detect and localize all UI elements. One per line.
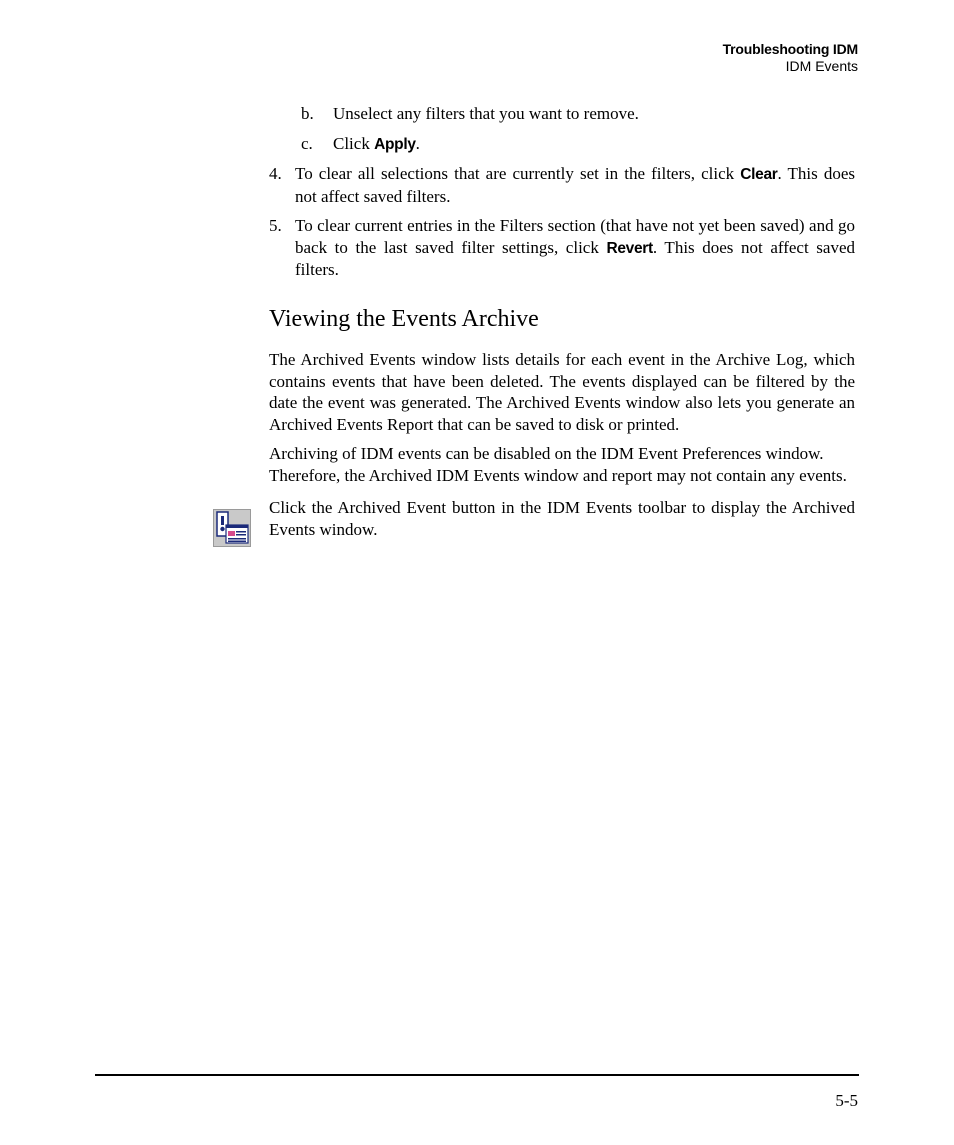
step-4-pre: To clear all selections that are currently set in the filters, click — [295, 164, 741, 183]
step-b-label: b. — [301, 104, 314, 123]
section-heading: Viewing the Events Archive — [269, 306, 539, 332]
clear-term: Clear — [740, 166, 778, 183]
step-b-text: Unselect any filters that you want to remove. — [333, 104, 639, 123]
footer-rule — [95, 1074, 859, 1076]
step-5-pre: To clear current entries in the Filters section (that have not yet been saved) and go back to the last saved filter settings, click — [295, 216, 855, 257]
revert-term: Revert — [606, 239, 653, 257]
running-header-title: Troubleshooting IDM — [722, 41, 858, 57]
step-4-text — [295, 163, 855, 207]
apply-term: Apply — [374, 136, 416, 153]
section-para-2: Archiving of IDM events can be disabled on the IDM Event Preferences window. Therefore, the Archived IDM Events window and report may not contain any events. — [269, 444, 847, 485]
step-4-label: 4. — [269, 164, 282, 183]
step-5-post: . This does not affect saved filters. — [295, 237, 855, 279]
step-5-label: 5. — [269, 216, 282, 235]
step-c-post: . — [415, 134, 420, 153]
step-5-text — [295, 215, 855, 281]
running-header-subtitle: IDM Events — [785, 58, 858, 74]
step-c-label: c. — [301, 134, 313, 153]
archived-event-icon — [213, 509, 251, 547]
section-para-3: Click the Archived Event button in the IDM Events toolbar to display the Archived Events window. — [269, 498, 855, 539]
page-number: 5-5 — [835, 1091, 858, 1110]
step-c-pre: Click — [333, 134, 375, 153]
step-4-post: . This does not affect saved filters. — [295, 164, 856, 206]
section-para-1: The Archived Events window lists details for each event in the Archive Log, which contains events that have been deleted. The events displayed can be filtered by the date the event was generated. The Archived Events window also lets you generate an Archived Events Report that can be saved to disk or printed. — [269, 350, 855, 434]
step-c-text — [333, 133, 859, 156]
